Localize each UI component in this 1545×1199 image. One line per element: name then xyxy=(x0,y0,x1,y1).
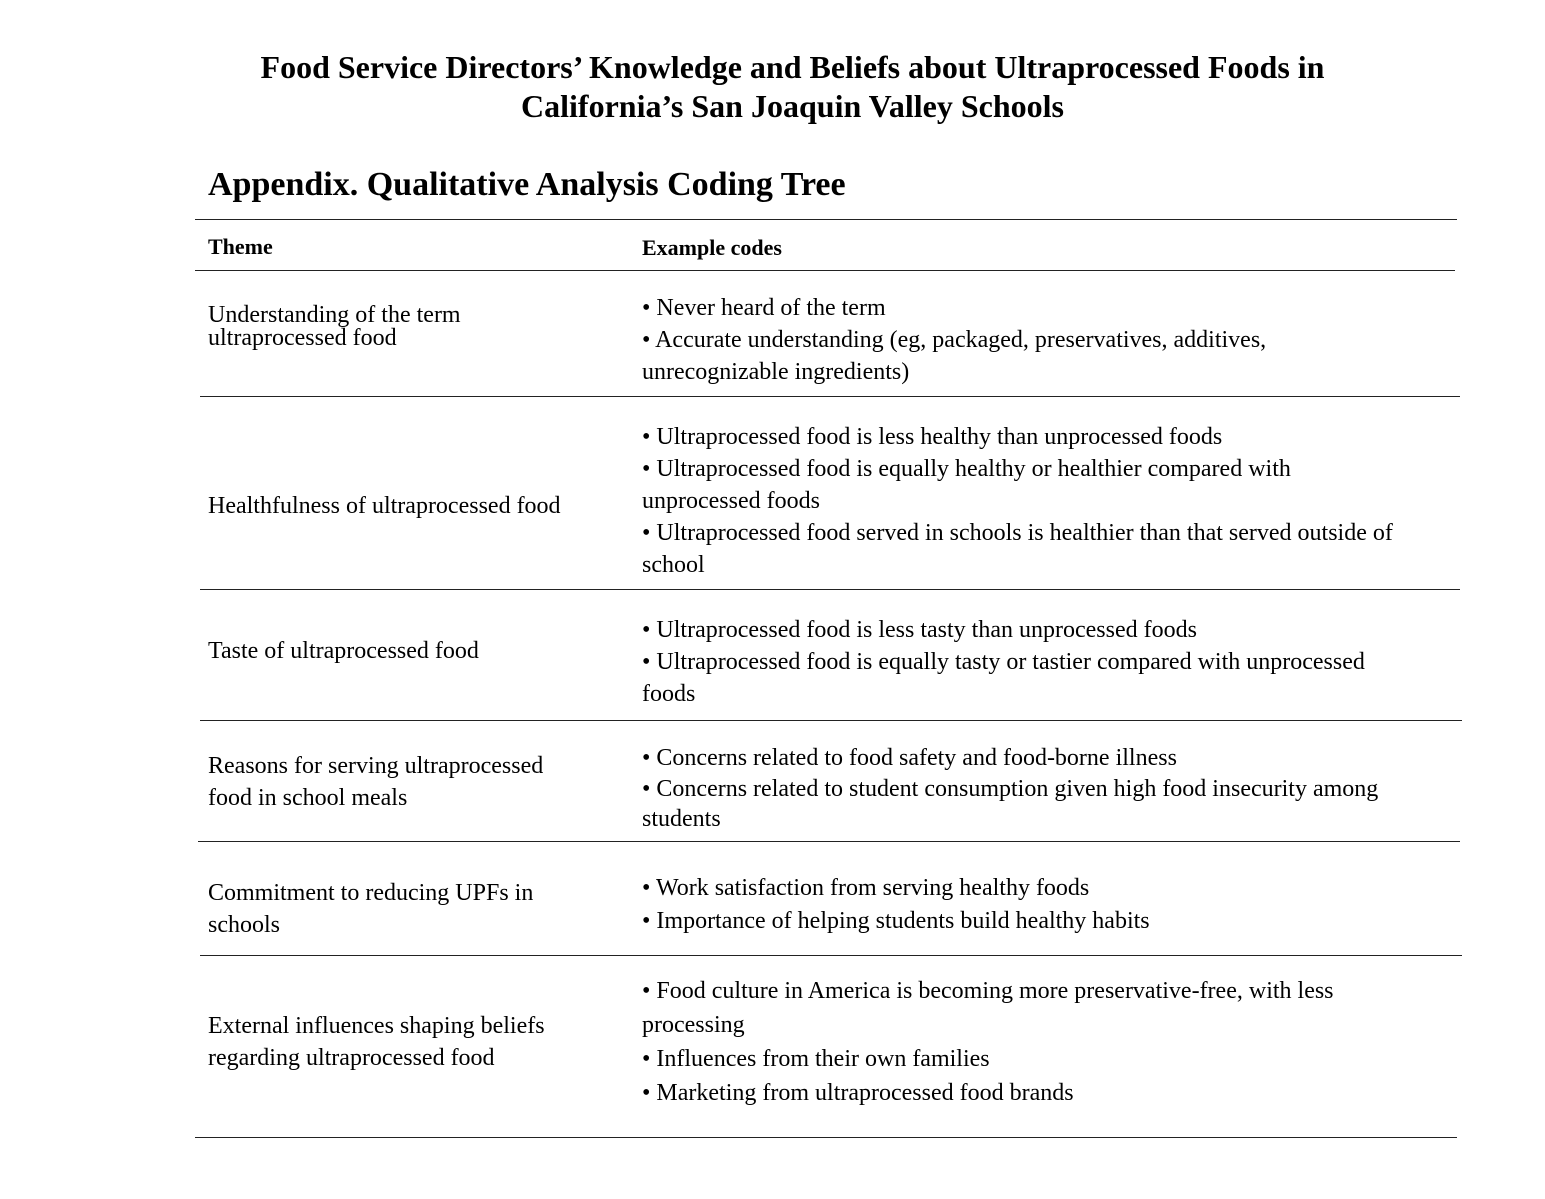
codes-cell xyxy=(642,614,1452,710)
appendix-heading: Appendix. Qualitative Analysis Coding Tree xyxy=(208,166,846,203)
code-text: • Ultraprocessed food is equally tasty or tastier compared with unprocessed xyxy=(642,649,1365,675)
theme-cell xyxy=(208,304,608,350)
code-text: students xyxy=(642,806,721,832)
code-text: • Marketing from ultraprocessed food brands xyxy=(642,1080,1074,1106)
code-text: • Food culture in America is becoming more preservative-free, with less xyxy=(642,978,1334,1004)
theme-text: food in school meals xyxy=(208,785,408,811)
theme-cell xyxy=(208,490,608,522)
document-title-line-2: California’s San Joaquin Valley Schools xyxy=(521,88,1064,124)
theme-cell xyxy=(208,1010,608,1074)
code-text: • Never heard of the term xyxy=(642,295,886,321)
document-title-line-1: Food Service Directors’ Knowledge and Beliefs about Ultraprocessed Foods in xyxy=(260,49,1325,85)
table-bottom-rule xyxy=(195,1137,1457,1138)
theme-cell xyxy=(208,877,608,941)
column-header-theme: Theme xyxy=(208,234,273,259)
code-text: • Concerns related to student consumption given high food insecurity among xyxy=(642,775,1379,802)
theme-text: schools xyxy=(208,912,280,938)
theme-text: Commitment to reducing UPFs in xyxy=(208,880,534,906)
header-bottom-rule xyxy=(195,270,1455,271)
row-divider xyxy=(200,589,1460,590)
column-header-example-codes: Example codes xyxy=(642,235,782,260)
code-text: • Influences from their own families xyxy=(642,1046,990,1072)
code-text: • Ultraprocessed food is less healthy than unprocessed foods xyxy=(642,424,1223,450)
theme-text: Understanding of the term xyxy=(208,302,461,328)
theme-cell xyxy=(208,750,608,814)
code-text: foods xyxy=(642,681,696,707)
theme-text: External influences shaping beliefs xyxy=(208,1013,545,1039)
code-text: unprocessed foods xyxy=(642,488,820,514)
row-divider xyxy=(200,396,1460,397)
code-text: processing xyxy=(642,1012,745,1038)
document-title xyxy=(130,48,1455,126)
code-text: school xyxy=(642,552,705,578)
row-divider xyxy=(198,841,1460,842)
codes-cell xyxy=(642,421,1452,581)
code-text: • Ultraprocessed food is equally healthy or healthier compared with xyxy=(642,456,1291,482)
code-text: • Ultraprocessed food is less tasty than unprocessed foods xyxy=(642,617,1197,643)
theme-text: Taste of ultraprocessed food xyxy=(208,638,479,664)
codes-cell xyxy=(642,292,1452,388)
theme-cell xyxy=(208,635,608,667)
codes-cell xyxy=(642,974,1452,1110)
theme-text: regarding ultraprocessed food xyxy=(208,1045,495,1071)
row-divider xyxy=(200,720,1462,721)
theme-text: Healthfulness of ultraprocessed food xyxy=(208,493,561,519)
theme-text: Reasons for serving ultraprocessed xyxy=(208,753,544,779)
code-text: unrecognizable ingredients) xyxy=(642,359,910,385)
codes-cell xyxy=(642,872,1452,938)
codes-cell xyxy=(642,743,1452,835)
code-text: • Work satisfaction from serving healthy foods xyxy=(642,875,1090,901)
code-text: • Ultraprocessed food served in schools is healthier than that served outside of xyxy=(642,520,1393,546)
row-divider xyxy=(200,955,1462,956)
code-text: • Importance of helping students build healthy habits xyxy=(642,908,1150,934)
code-text: • Concerns related to food safety and food-borne illness xyxy=(642,745,1177,771)
theme-text: ultraprocessed food xyxy=(208,325,397,351)
code-text: • Accurate understanding (eg, packaged, preservatives, additives, xyxy=(642,327,1267,353)
table-top-rule xyxy=(195,219,1457,220)
